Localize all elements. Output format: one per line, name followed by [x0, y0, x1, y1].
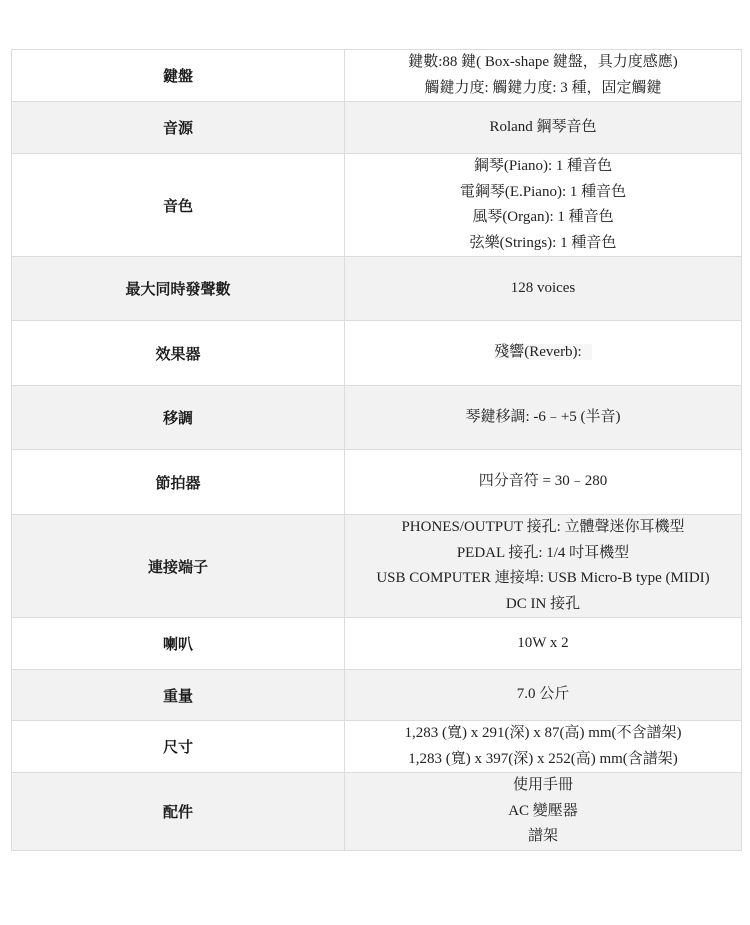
spec-label: 鍵盤: [12, 50, 345, 102]
spec-value: [345, 670, 742, 721]
spec-value: [345, 773, 742, 851]
spec-label: 音色: [12, 154, 345, 257]
spec-value-line: 殘響(Reverb):: [494, 344, 591, 360]
spec-value-line: 鋼琴(Piano): 1 種音色: [473, 158, 613, 174]
spec-value-line: PHONES/OUTPUT 接孔: 立體聲迷你耳機型: [401, 519, 685, 535]
spec-value-line: Roland 鋼琴音色: [489, 118, 597, 135]
spec-value: [345, 257, 742, 321]
spec-value: [345, 515, 742, 618]
spec-row-transpose: [12, 386, 742, 450]
spec-label: 配件: [12, 773, 345, 851]
spec-value: [345, 102, 742, 154]
spec-value-line: 四分音符 = 30﹣280: [478, 473, 608, 490]
spec-value-line: 1,283 (寬) x 291(深) x 87(高) mm(不含譜架): [404, 725, 682, 741]
spec-row-weight: [12, 670, 742, 721]
spec-row-sound-source: [12, 102, 742, 154]
spec-label: 尺寸: [12, 721, 345, 773]
spec-row-polyphony: [12, 257, 742, 321]
spec-label: 連接端子: [12, 515, 345, 618]
spec-value: [345, 50, 742, 102]
spec-value: [345, 618, 742, 670]
spec-value-line: 風琴(Organ): 1 種音色: [472, 209, 614, 225]
spec-row-accessories: [12, 773, 742, 851]
spec-value-line: 觸鍵力度: 觸鍵力度: 3 種，固定觸鍵: [424, 79, 662, 96]
spec-row-connectors: [12, 515, 742, 618]
spec-label: 移調: [12, 386, 345, 450]
spec-value-line: 弦樂(Strings): 1 種音色: [469, 234, 617, 251]
spec-row-dimensions: [12, 721, 742, 773]
spec-table: [11, 49, 742, 851]
spec-value: [345, 321, 742, 386]
spec-row-tones: [12, 154, 742, 257]
spec-row-keyboard: [12, 50, 742, 102]
spec-value-line: 10W x 2: [517, 634, 569, 651]
spec-label: 效果器: [12, 321, 345, 386]
spec-label: 最大同時發聲數: [12, 257, 345, 321]
spec-row-speakers: [12, 618, 742, 670]
spec-label: 節拍器: [12, 450, 345, 515]
spec-value-line: USB COMPUTER 連接埠: USB Micro-B type (MIDI): [376, 570, 710, 586]
spec-value-line: AC 變壓器: [508, 802, 578, 819]
spec-value: [345, 450, 742, 515]
spec-value: [345, 154, 742, 257]
spec-value: [345, 386, 742, 450]
spec-value-line: 譜架: [527, 828, 558, 844]
spec-value: [345, 721, 742, 773]
spec-value-line-wrap: [345, 340, 741, 366]
spec-value-line: DC IN 接孔: [505, 595, 581, 612]
spec-label: 喇叭: [12, 618, 345, 670]
spec-value-line: 1,283 (寬) x 397(深) x 252(高) mm(含譜架): [408, 750, 678, 767]
spec-row-effects: [12, 321, 742, 386]
spec-value-line: 琴鍵移調: -6﹣+5 (半音): [465, 408, 621, 425]
spec-value-line: 鍵數:88 鍵( Box-shape 鍵盤，具力度感應): [408, 54, 678, 70]
spec-label: 重量: [12, 670, 345, 721]
spec-value-line: PEDAL 接孔: 1/4 吋耳機型: [456, 544, 630, 561]
spec-value-line: 128 voices: [510, 279, 576, 296]
spec-value-line: 7.0 公斤: [516, 686, 570, 703]
spec-value-line: 電鋼琴(E.Piano): 1 種音色: [459, 183, 627, 200]
spec-row-metronome: [12, 450, 742, 515]
spec-label: 音源: [12, 102, 345, 154]
spec-value-line: 使用手冊: [512, 777, 573, 793]
